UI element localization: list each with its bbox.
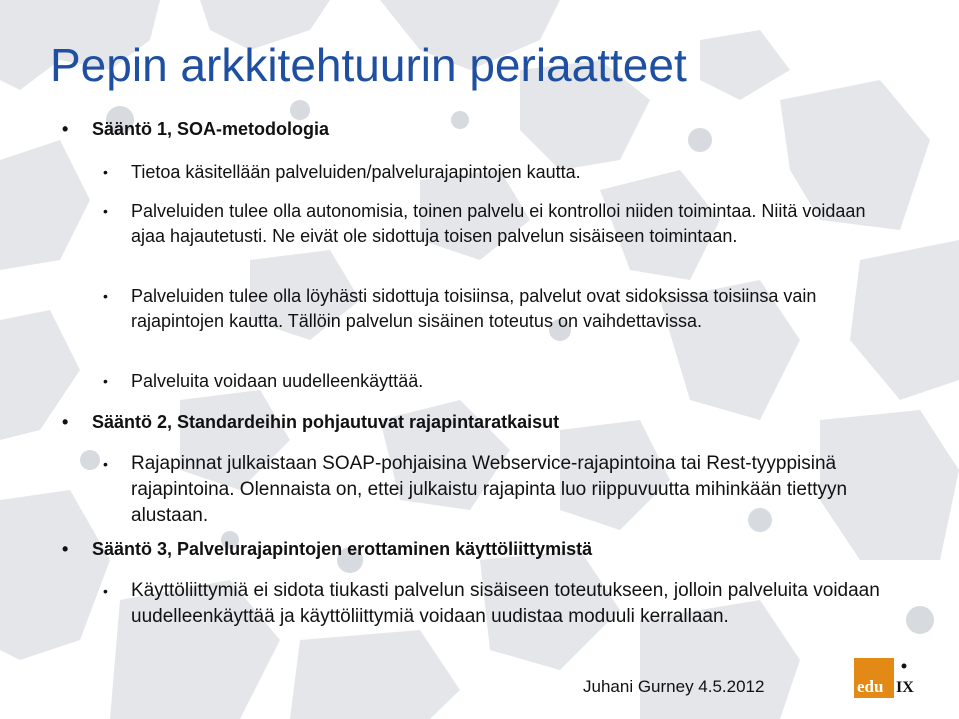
list-item: • Palveluita voidaan uudelleenkäyttää. [131,369,901,394]
section-heading-2: • Sääntö 2, Standardeihin pohjautuvat rajapintaratkaisut [92,410,912,435]
bullet-icon: • [62,539,69,559]
slide-title: Pepin arkkitehtuurin periaatteet [50,39,687,91]
list-item: • Käyttöliittymiä ei sidota tiukasti palvelun sisäiseen toteutukseen, jolloin palveluita voidaan uudelleenkäyttää ja käyttöliittymiä voidaan uudistaa moduuli kerrallaan. [103,580,880,627]
bullet-icon: • [103,288,108,304]
logo-dot-icon [902,664,907,669]
section-heading-1: • Sääntö 1, SOA-metodologia [92,117,912,142]
logo-text-left: edu [857,677,884,696]
list-item: • Palveluiden tulee olla löyhästi sidottuja toisiinsa, palvelut ovat sidoksissa toisiinsa vain rajapintojen kautta. Tällöin palvelun sisäinen toteutus on vaihdettavissa. [103,286,817,331]
bullet-icon: • [103,203,108,219]
bullet-icon: • [103,164,108,180]
bullet-icon: • [62,119,69,139]
bullet-icon: • [103,456,108,472]
bullet-icon: • [103,583,108,599]
bullet-icon: • [62,412,69,432]
bullet-icon: • [103,373,108,389]
footer-author-date: Juhani Gurney 4.5.2012 [583,677,765,696]
list-item: • Tietoa käsitellään palveluiden/palvelurajapintojen kautta. [131,160,901,185]
edu-ix-logo [852,654,932,699]
list-item: • Palveluiden tulee olla autonomisia, toinen palvelu ei kontrolloi niiden toimintaa. Niitä voidaan ajaa hajautetusti. Ne eivät ole sidottuja toisen palvelun sisäiseen toimintaan. [103,201,866,246]
section-heading-3: • Sääntö 3, Palvelurajapintojen erottaminen käyttöliittymistä [92,537,912,562]
list-item: • Rajapinnat julkaistaan SOAP-pohjaisina Webservice-rajapintoina tai Rest-tyyppisinä rajapintoina. Olennaista on, ettei julkaistu rajapinta luo riippuvuutta mihinkään tiettyyn alustaan. [103,453,848,526]
logo-text-right: IX [896,679,914,696]
